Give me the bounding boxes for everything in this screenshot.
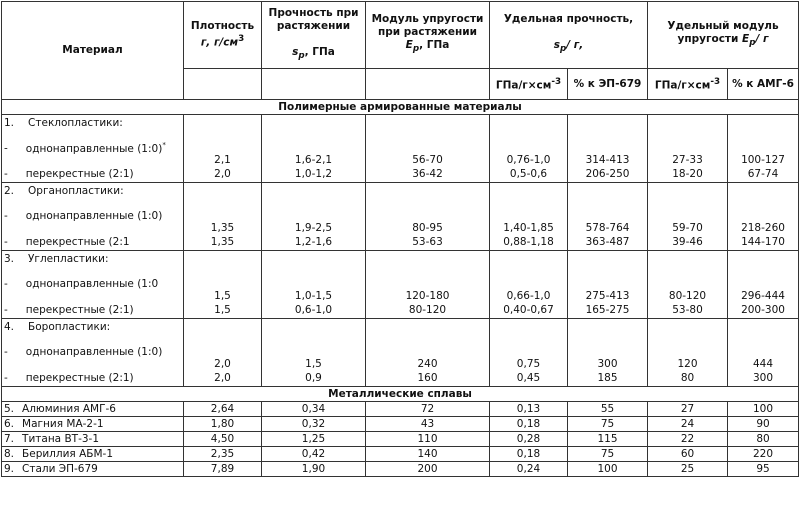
value-strength: 1,0-1,5 bbox=[262, 266, 366, 302]
col-header-modulus: Модуль упругости при растяжении $E_р$, ГПа bbox=[366, 2, 490, 69]
value-modulus: 140 bbox=[366, 447, 490, 462]
value-pct_ep: 115 bbox=[568, 432, 648, 447]
group-title-empty-spec_s bbox=[490, 115, 568, 131]
value-pct_ep: 363-487 bbox=[568, 234, 648, 251]
value-pct_amg: 220 bbox=[728, 447, 799, 462]
value-spec_s: 0,13 bbox=[490, 402, 568, 417]
section-header-metal-label: Металлические сплавы bbox=[2, 387, 799, 402]
group-title-empty-spec_e bbox=[648, 319, 728, 335]
value-strength: 1,0-1,2 bbox=[262, 166, 366, 183]
group-title-empty-strength bbox=[262, 251, 366, 267]
value-density: 1,5 bbox=[184, 266, 262, 302]
value-pct_amg: 218-260 bbox=[728, 198, 799, 234]
subheader-gpa-modulus: ГПа/$г\times см^{-3}$ bbox=[648, 69, 728, 100]
group-title-empty-spec_s bbox=[490, 251, 568, 267]
value-modulus: 53-63 bbox=[366, 234, 490, 251]
metal-number: 5. bbox=[4, 402, 15, 415]
value-spec_e: 25 bbox=[648, 462, 728, 477]
value-density: 1,80 bbox=[184, 417, 262, 432]
group-title-cell bbox=[2, 115, 184, 131]
material-name: перекрестные (2:1 bbox=[25, 236, 130, 248]
material-name: перекрестные (2:1) bbox=[25, 372, 134, 384]
value-spec_s: 0,18 bbox=[490, 417, 568, 432]
value-pct_amg: 100-127 bbox=[728, 130, 799, 166]
group-title-row bbox=[2, 251, 799, 267]
group-title-cell bbox=[2, 251, 184, 267]
row-dash: - bbox=[4, 372, 8, 384]
table-row bbox=[2, 417, 799, 432]
value-modulus: 80-95 bbox=[366, 198, 490, 234]
material-name-cell bbox=[2, 370, 184, 387]
value-strength: 1,5 bbox=[262, 334, 366, 370]
table-body bbox=[2, 100, 799, 477]
group-title-empty-spec_e bbox=[648, 251, 728, 267]
value-spec_e: 80 bbox=[648, 370, 728, 387]
group-title: Боропластики: bbox=[28, 320, 111, 333]
group-title-empty-density bbox=[184, 183, 262, 199]
row-dash: - bbox=[4, 168, 8, 180]
value-pct_ep: 165-275 bbox=[568, 302, 648, 319]
value-modulus: 200 bbox=[366, 462, 490, 477]
value-spec_e: 80-120 bbox=[648, 266, 728, 302]
group-number: 2. bbox=[4, 184, 15, 197]
value-pct_ep: 275-413 bbox=[568, 266, 648, 302]
material-name-cell bbox=[2, 302, 184, 319]
table-row bbox=[2, 198, 799, 234]
row-dash: - bbox=[4, 304, 8, 316]
value-density: 1,35 bbox=[184, 198, 262, 234]
group-title-row bbox=[2, 319, 799, 335]
value-spec_s: 0,24 bbox=[490, 462, 568, 477]
metal-name-cell bbox=[2, 402, 184, 417]
row-dash: - bbox=[4, 346, 8, 358]
group-title-empty-pct_ep bbox=[568, 115, 648, 131]
value-spec_s: 0,88-1,18 bbox=[490, 234, 568, 251]
metal-name-cell bbox=[2, 432, 184, 447]
group-title-cell bbox=[2, 183, 184, 199]
value-pct_amg: 80 bbox=[728, 432, 799, 447]
footnote-mark: * bbox=[162, 141, 166, 150]
material-name-cell bbox=[2, 234, 184, 251]
group-title: Углепластики: bbox=[28, 252, 109, 265]
subheader-strength-empty bbox=[262, 69, 366, 100]
value-pct_ep: 75 bbox=[568, 417, 648, 432]
row-dash: - bbox=[4, 142, 8, 155]
metal-name: Магния МА-2-1 bbox=[22, 417, 104, 430]
value-spec_s: 1,40-1,85 bbox=[490, 198, 568, 234]
value-spec_s: 0,5-0,6 bbox=[490, 166, 568, 183]
value-pct_amg: 200-300 bbox=[728, 302, 799, 319]
section-header-metal bbox=[2, 387, 799, 402]
material-name: однонаправленные (1:0) bbox=[25, 142, 163, 155]
group-number: 1. bbox=[4, 116, 15, 129]
value-modulus: 72 bbox=[366, 402, 490, 417]
value-spec_s: 0,28 bbox=[490, 432, 568, 447]
value-spec_e: 22 bbox=[648, 432, 728, 447]
table-row bbox=[2, 402, 799, 417]
value-modulus: 110 bbox=[366, 432, 490, 447]
value-pct_ep: 578-764 bbox=[568, 198, 648, 234]
table-row bbox=[2, 432, 799, 447]
group-title-empty-pct_amg bbox=[728, 251, 799, 267]
value-spec_s: 0,40-0,67 bbox=[490, 302, 568, 319]
metal-number: 6. bbox=[4, 417, 15, 430]
value-pct_ep: 185 bbox=[568, 370, 648, 387]
group-title-empty-pct_ep bbox=[568, 251, 648, 267]
metal-name: Титана ВТ-3-1 bbox=[22, 432, 100, 445]
group-number: 3. bbox=[4, 252, 15, 265]
value-spec_e: 120 bbox=[648, 334, 728, 370]
value-pct_ep: 55 bbox=[568, 402, 648, 417]
group-number: 4. bbox=[4, 320, 15, 333]
material-name-cell bbox=[2, 130, 184, 166]
materials-table bbox=[1, 1, 799, 477]
section-header-polymer-label: Полимерные армированные материалы bbox=[2, 100, 799, 115]
value-density: 2,0 bbox=[184, 166, 262, 183]
value-pct_amg: 100 bbox=[728, 402, 799, 417]
value-pct_amg: 144-170 bbox=[728, 234, 799, 251]
table-row bbox=[2, 130, 799, 166]
row-dash: - bbox=[4, 278, 8, 290]
table-row bbox=[2, 266, 799, 302]
value-strength: 1,9-2,5 bbox=[262, 198, 366, 234]
table-row bbox=[2, 334, 799, 370]
material-name: однонаправленные (1:0) bbox=[25, 346, 163, 358]
value-spec_s: 0,45 bbox=[490, 370, 568, 387]
material-name: однонаправленные (1:0) bbox=[25, 210, 163, 222]
material-name: однонаправленные (1:0 bbox=[25, 278, 159, 290]
value-strength: 0,9 bbox=[262, 370, 366, 387]
material-name-cell bbox=[2, 334, 184, 370]
subheader-density-empty bbox=[184, 69, 262, 100]
value-pct_amg: 300 bbox=[728, 370, 799, 387]
value-pct_amg: 90 bbox=[728, 417, 799, 432]
value-strength: 1,25 bbox=[262, 432, 366, 447]
col-header-specific-modulus: Удельный модуль упругости $E_р/$ г bbox=[648, 2, 799, 69]
value-pct_amg: 67-74 bbox=[728, 166, 799, 183]
group-title-empty-spec_e bbox=[648, 183, 728, 199]
group-title-row bbox=[2, 183, 799, 199]
material-name-cell bbox=[2, 266, 184, 302]
value-strength: 1,90 bbox=[262, 462, 366, 477]
value-spec_e: 53-80 bbox=[648, 302, 728, 319]
value-spec_s: 0,75 bbox=[490, 334, 568, 370]
value-density: 2,1 bbox=[184, 130, 262, 166]
metal-name-cell bbox=[2, 462, 184, 477]
group-title: Органопластики: bbox=[28, 184, 124, 197]
value-pct_ep: 75 bbox=[568, 447, 648, 462]
group-title-empty-pct_amg bbox=[728, 319, 799, 335]
group-title-cell bbox=[2, 319, 184, 335]
material-name: перекрестные (2:1) bbox=[25, 168, 134, 180]
value-density: 4,50 bbox=[184, 432, 262, 447]
col-header-specific-strength: Удельная прочность, $s_р/$ г, bbox=[490, 2, 648, 69]
row-dash: - bbox=[4, 210, 8, 222]
col-header-strength: Прочность при растяжении $s_р$, ГПа bbox=[262, 2, 366, 69]
table-row bbox=[2, 166, 799, 183]
value-pct_amg: 296-444 bbox=[728, 266, 799, 302]
group-title-empty-density bbox=[184, 115, 262, 131]
group-title-empty-strength bbox=[262, 183, 366, 199]
subheader-pct-ep679: % к ЭП-679 bbox=[568, 69, 648, 100]
value-spec_s: 0,18 bbox=[490, 447, 568, 462]
value-modulus: 80-120 bbox=[366, 302, 490, 319]
table-row bbox=[2, 370, 799, 387]
value-modulus: 43 bbox=[366, 417, 490, 432]
value-spec_e: 27 bbox=[648, 402, 728, 417]
table-row bbox=[2, 302, 799, 319]
group-title-row bbox=[2, 115, 799, 131]
metal-name: Алюминия АМГ-6 bbox=[22, 402, 116, 415]
group-title-empty-density bbox=[184, 319, 262, 335]
value-modulus: 240 bbox=[366, 334, 490, 370]
value-spec_e: 18-20 bbox=[648, 166, 728, 183]
group-title-empty-spec_s bbox=[490, 183, 568, 199]
table-row bbox=[2, 447, 799, 462]
value-density: 2,0 bbox=[184, 334, 262, 370]
value-modulus: 36-42 bbox=[366, 166, 490, 183]
value-spec_s: 0,76-1,0 bbox=[490, 130, 568, 166]
value-density: 2,35 bbox=[184, 447, 262, 462]
value-strength: 0,6-1,0 bbox=[262, 302, 366, 319]
subheader-pct-amg6: % к АМГ-6 bbox=[728, 69, 799, 100]
metal-name: Бериллия АБМ-1 bbox=[22, 447, 113, 460]
group-title-empty-modulus bbox=[366, 251, 490, 267]
material-name: перекрестные (2:1) bbox=[25, 304, 134, 316]
group-title-empty-spec_s bbox=[490, 319, 568, 335]
value-modulus: 56-70 bbox=[366, 130, 490, 166]
group-title-empty-pct_amg bbox=[728, 183, 799, 199]
group-title-empty-pct_ep bbox=[568, 319, 648, 335]
value-pct_amg: 95 bbox=[728, 462, 799, 477]
metal-number: 8. bbox=[4, 447, 15, 460]
value-spec_e: 39-46 bbox=[648, 234, 728, 251]
material-name-cell bbox=[2, 166, 184, 183]
value-strength: 0,42 bbox=[262, 447, 366, 462]
subheader-gpa-strength: ГПа/$г\times см^{-3}$ bbox=[490, 69, 568, 100]
material-name-cell bbox=[2, 198, 184, 234]
section-header-polymer bbox=[2, 100, 799, 115]
materials-table-container bbox=[1, 1, 799, 477]
group-title-empty-pct_ep bbox=[568, 183, 648, 199]
value-density: 1,35 bbox=[184, 234, 262, 251]
group-title-empty-density bbox=[184, 251, 262, 267]
metal-name: Стали ЭП-679 bbox=[22, 462, 98, 475]
group-title-empty-strength bbox=[262, 319, 366, 335]
value-pct_ep: 100 bbox=[568, 462, 648, 477]
group-title-empty-spec_e bbox=[648, 115, 728, 131]
subheader-modulus-empty bbox=[366, 69, 490, 100]
value-spec_e: 27-33 bbox=[648, 130, 728, 166]
col-header-density: Плотность г, $г/см^3$ bbox=[184, 2, 262, 69]
group-title-empty-modulus bbox=[366, 115, 490, 131]
value-pct_ep: 314-413 bbox=[568, 130, 648, 166]
value-strength: 0,34 bbox=[262, 402, 366, 417]
value-density: 7,89 bbox=[184, 462, 262, 477]
value-modulus: 160 bbox=[366, 370, 490, 387]
value-spec_s: 0,66-1,0 bbox=[490, 266, 568, 302]
group-title: Стеклопластики: bbox=[28, 116, 123, 129]
col-header-material: Материал bbox=[2, 2, 184, 100]
value-pct_ep: 206-250 bbox=[568, 166, 648, 183]
value-density: 2,0 bbox=[184, 370, 262, 387]
value-modulus: 120-180 bbox=[366, 266, 490, 302]
value-density: 1,5 bbox=[184, 302, 262, 319]
table-row bbox=[2, 234, 799, 251]
metal-name-cell bbox=[2, 447, 184, 462]
value-strength: 1,2-1,6 bbox=[262, 234, 366, 251]
group-title-empty-strength bbox=[262, 115, 366, 131]
value-density: 2,64 bbox=[184, 402, 262, 417]
header-row bbox=[2, 2, 799, 69]
value-strength: 0,32 bbox=[262, 417, 366, 432]
metal-name-cell bbox=[2, 417, 184, 432]
metal-number: 9. bbox=[4, 462, 15, 475]
group-title-empty-pct_amg bbox=[728, 115, 799, 131]
value-pct_ep: 300 bbox=[568, 334, 648, 370]
value-strength: 1,6-2,1 bbox=[262, 130, 366, 166]
group-title-empty-modulus bbox=[366, 183, 490, 199]
metal-number: 7. bbox=[4, 432, 15, 445]
table-row bbox=[2, 462, 799, 477]
value-spec_e: 24 bbox=[648, 417, 728, 432]
value-spec_e: 60 bbox=[648, 447, 728, 462]
group-title-empty-modulus bbox=[366, 319, 490, 335]
value-pct_amg: 444 bbox=[728, 334, 799, 370]
value-spec_e: 59-70 bbox=[648, 198, 728, 234]
row-dash: - bbox=[4, 236, 8, 248]
